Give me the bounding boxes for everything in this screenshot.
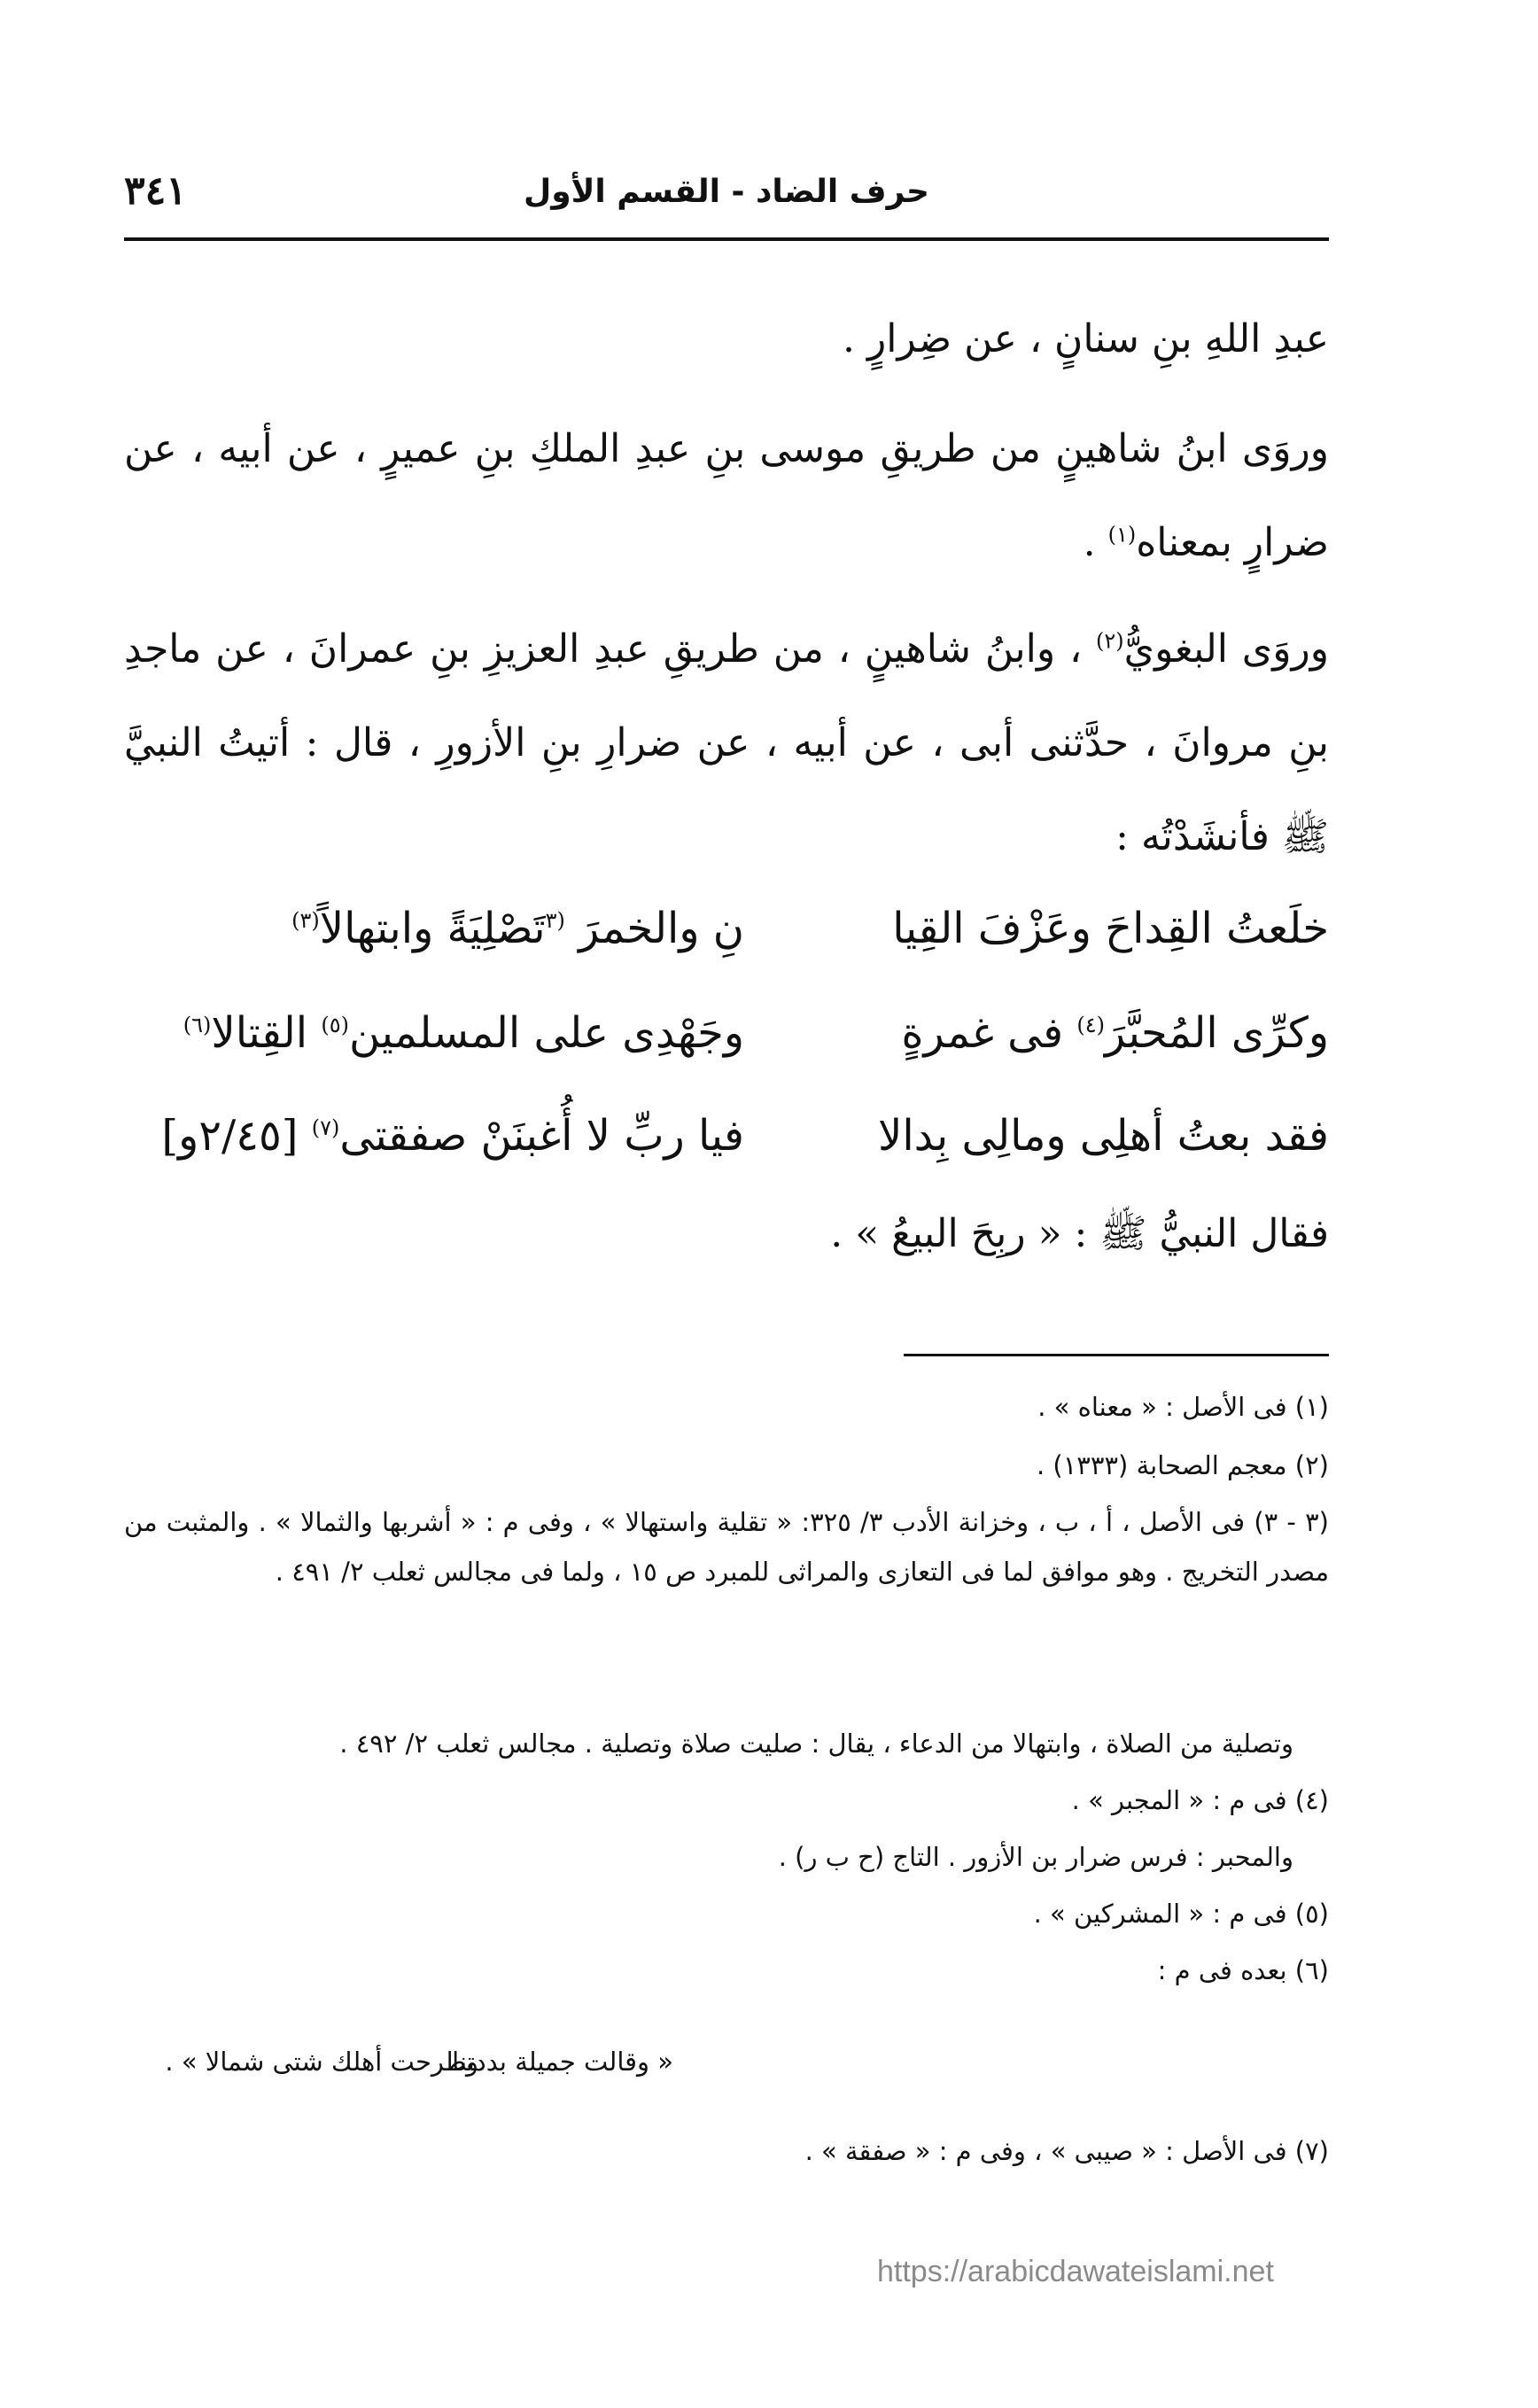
footnote-ref-1: (١) [1107,522,1137,548]
verse-1-second-hemistich [124,904,744,953]
paragraph-2 [124,402,1329,590]
footnote-5: (٥) فى م : « المشركين » . [1033,1899,1329,1929]
footnote-ref-4: (٤) [1076,1013,1105,1037]
footnote-verse-second-hemistich: وطرحت أهلك شتى شمالا » . [165,2047,478,2077]
closing-line: فقال النبيُّ ﷺ : « ربِحَ البيعُ » . [830,1211,1329,1256]
verse-2-first-end: فى غمرةٍ [901,1008,1077,1058]
footnote-3-continuation: وتصلية من الصلاة ، وابتهالا من الدعاء ، يقال : صليت صلاة وتصلية . مجالس ثعلب ٢/ ٤٩٢ . [339,1728,1293,1759]
verse-2 [124,1008,1329,1106]
verse-2-second-end: القِتالا [211,1008,322,1058]
verse-3-second-hemistich [124,1111,744,1161]
footnote-ref-7: (٧) [311,1115,340,1140]
manuscript-folio-ref: [٢/٤٥و] [161,1111,299,1161]
verse-2-first-start: وكرِّى المُحبَّرَ [1104,1008,1329,1058]
footnote-ref-6: (٦) [183,1013,212,1037]
footnote-3: (٣ - ٣) فى الأصل ، أ ، ب ، وخزانة الأدب ٣/ ٣٢٥: « تقلية واستهالا » ، وفى م : « أشربها والثمالا » . والمثبت من مصدر التخريج . وهو موافق لما فى التعازى والمراثى للمبرد ص ١٥ ، ولما فى مجالس ثعلب ٢/ ٤٩١ . [124,1507,1329,1587]
footnote-6-verse [124,2047,1329,2096]
footnote-ref-3-open: (٣ [545,908,565,933]
page-number: ٣٤١ [124,168,187,214]
paragraph-3-start: وروَى البغويُّ [1123,626,1329,672]
footnote-1: (١) فى الأصل : « معناه » . [1037,1392,1329,1422]
footnote-separator [904,1354,1329,1356]
watermark-url: https://arabicdawateislami.net [877,2255,1274,2288]
footnote-7: (٧) فى الأصل : « صيبى » ، وفى م : « صفقة » . [804,2136,1329,2166]
verse-2-second-start: وجَهْدِى على المسلمين [349,1008,744,1058]
footnote-6: (٦) بعده فى م : [1157,1955,1329,1985]
verse-1-second-start: نِ والخمرَ [564,904,744,953]
verse-3-second-start: فيا ربِّ لا أُغبنَنْ صفقتى [339,1111,744,1161]
footnote-4: (٤) فى م : « المجبر » . [1071,1785,1329,1815]
footnote-ref-2: (٢) [1096,628,1124,654]
paragraph-3-rest: ، وابنُ شاهينٍ ، من طريقِ عبدِ العزيزِ بنِ عمرانَ ، عن ماجدِ بنِ مروانَ ، حدَّثنى أبى ، عن أبيه ، عن ضرارِ بنِ الأزورِ ، قال : أتيتُ النبيَّ ﷺ فأنشَدْتُه : [124,626,1329,859]
footnote-ref-3-close: (٣) [291,908,320,933]
footnote-2: (٢) معجم الصحابة (١٣٣٣) . [1036,1450,1329,1480]
verse-1-second-rest: تَصْلِيَةً وابتهالاً [319,904,546,953]
verse-1 [124,904,1329,1001]
footnote-4-continuation: والمحبر : فرس ضرار بن الأزور . التاج (ح ب ر) . [778,1842,1293,1872]
verse-3-first-hemistich: فقد بعتُ أهلِى ومالِى بِدالا [877,1111,1329,1161]
body-line-1: عبدِ اللهِ بنِ سنانٍ ، عن ضِرارٍ . [843,316,1329,361]
paragraph-3 [124,602,1329,884]
verse-2-second-hemistich [124,1008,744,1058]
header-rule [124,237,1329,241]
footnote-ref-5: (٥) [321,1013,349,1037]
paragraph-2-end: . [1083,520,1108,565]
verse-2-first-hemistich [780,1008,1329,1058]
verse-1-first-hemistich: خلَعتُ القِداحَ وعَزْفَ القِيا [892,904,1329,953]
running-header: حرف الضاد - القسم الأول [524,174,929,210]
footnote-verse-first-hemistich: « وقالت جميلة بددتنا [452,2047,673,2077]
paragraph-2-text: وروَى ابنُ شاهينٍ من طريقِ موسى بنِ عبدِ الملكِ بنِ عميرٍ ، عن أبيه ، عن ضرارٍ بمعناه [124,426,1329,565]
